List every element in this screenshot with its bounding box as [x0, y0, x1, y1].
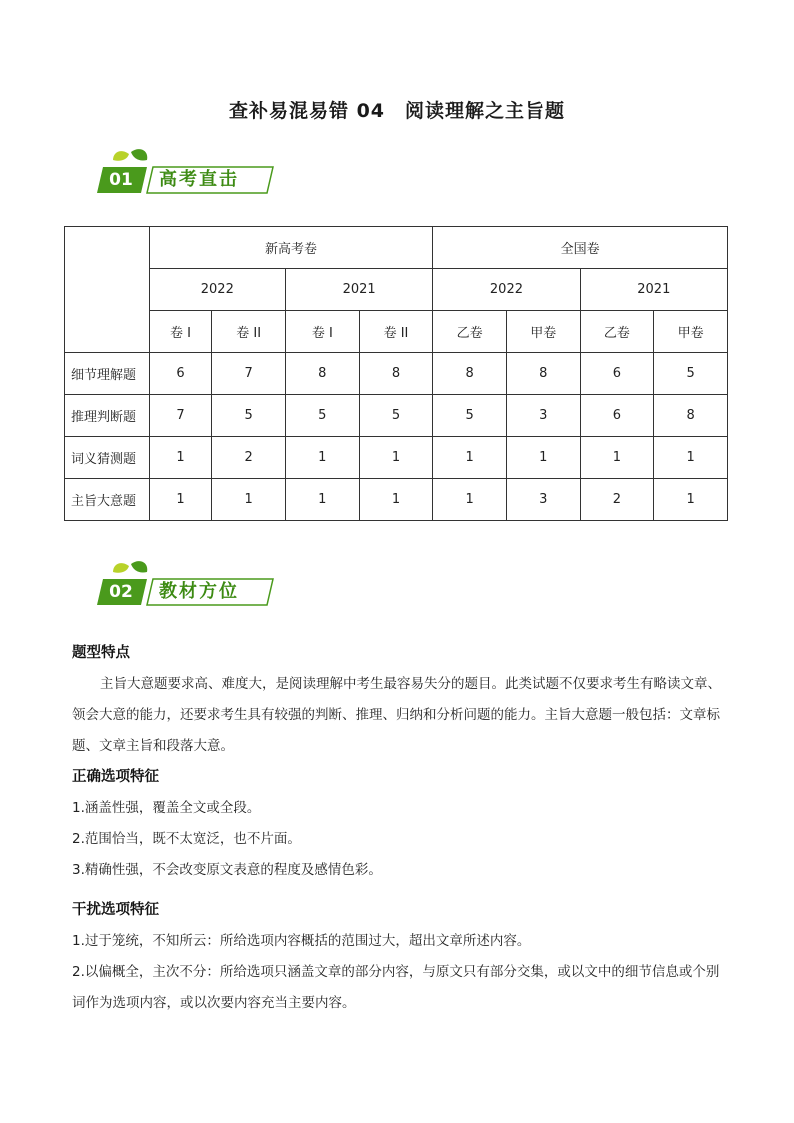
list-item: 2.范围恰当，既不太宽泛，也不片面。 [72, 831, 301, 847]
table-row-label: 推理判断题 [65, 395, 150, 437]
table-paper-header: 卷 II [359, 311, 433, 353]
table-cell: 8 [285, 353, 359, 395]
correct-heading: 正确选项特征 [72, 769, 159, 785]
table-cell: 8 [359, 353, 433, 395]
badge-label: 高考直击 [159, 169, 239, 190]
table-cell: 1 [149, 437, 212, 479]
table-paper-header: 卷 I [285, 311, 359, 353]
list-item: 3.精确性强，不会改变原文表意的程度及感情色彩。 [72, 862, 382, 878]
table-paper-header: 乙卷 [433, 311, 507, 353]
table-cell: 7 [212, 353, 286, 395]
table-row [65, 437, 728, 479]
section-badge-01 [95, 148, 275, 196]
table-paper-header: 甲卷 [506, 311, 580, 353]
table-row-label: 细节理解题 [65, 353, 150, 395]
table-cell: 8 [506, 353, 580, 395]
table-cell: 7 [149, 395, 212, 437]
table-cell: 8 [654, 395, 728, 437]
table-year-header: 2021 [285, 269, 432, 311]
badge-number: 02 [109, 582, 133, 602]
features-paragraph: 主旨大意题要求高、难度大，是阅读理解中考生最容易失分的题目。此类试题不仅要求考生有略读文章、领会大意的能力，还要求考生具有较强的判断、推理、归纳和分析问题的能力。主旨大意题一般包括：文章标题、文章主旨和段落大意。 [72, 676, 721, 754]
table-row [65, 269, 728, 311]
table-year-header: 2021 [580, 269, 727, 311]
table-group-header: 全国卷 [433, 227, 728, 269]
table-row [65, 353, 728, 395]
table-row [65, 395, 728, 437]
table-cell: 1 [359, 437, 433, 479]
table-row [65, 227, 728, 269]
table-row [65, 479, 728, 521]
table-cell: 1 [212, 479, 286, 521]
table-cell: 6 [149, 353, 212, 395]
badge-number: 01 [109, 170, 133, 190]
table-cell: 5 [285, 395, 359, 437]
list-item: 1.涵盖性强，覆盖全文或全段。 [72, 800, 261, 816]
table-cell: 5 [433, 395, 507, 437]
table-cell: 8 [433, 353, 507, 395]
table-cell: 5 [212, 395, 286, 437]
table-cell: 6 [580, 395, 654, 437]
table-cell: 1 [506, 437, 580, 479]
table-cell: 3 [506, 479, 580, 521]
features-section [72, 638, 732, 762]
table-row-label: 主旨大意题 [65, 479, 150, 521]
page-title: 查补易混易错 04 阅读理解之主旨题 [228, 100, 566, 122]
table-row [65, 311, 728, 353]
table-cell: 1 [580, 437, 654, 479]
table-year-header: 2022 [149, 269, 285, 311]
table-group-header: 新高考卷 [149, 227, 433, 269]
table-cell: 5 [654, 353, 728, 395]
table-paper-header: 卷 I [149, 311, 212, 353]
table-year-header: 2022 [433, 269, 580, 311]
table-cell: 5 [359, 395, 433, 437]
distractor-heading: 干扰选项特征 [72, 902, 159, 918]
correct-section [72, 762, 732, 886]
distractor-section [72, 895, 732, 1019]
list-item: 2.以偏概全，主次不分：所给选项只涵盖文章的部分内容，与原文只有部分交集，或以文中的细节信息或个别词作为选项内容，或以次要内容充当主要内容。 [72, 964, 720, 1011]
table-cell: 1 [433, 437, 507, 479]
table-cell: 1 [654, 479, 728, 521]
table-cell: 1 [433, 479, 507, 521]
table-cell: 1 [654, 437, 728, 479]
table-cell: 1 [285, 437, 359, 479]
table-paper-header: 乙卷 [580, 311, 654, 353]
table-corner-cell [65, 227, 150, 353]
table-cell: 2 [212, 437, 286, 479]
table-cell: 1 [285, 479, 359, 521]
features-heading: 题型特点 [72, 645, 130, 661]
table-paper-header: 卷 II [212, 311, 286, 353]
table-cell: 3 [506, 395, 580, 437]
table-cell: 6 [580, 353, 654, 395]
table-cell: 1 [359, 479, 433, 521]
badge-label: 教材方位 [159, 581, 239, 602]
table-cell: 1 [149, 479, 212, 521]
section-badge-02 [95, 560, 275, 608]
table-cell: 2 [580, 479, 654, 521]
list-item: 1.过于笼统，不知所云：所给选项内容概括的范围过大，超出文章所述内容。 [72, 933, 531, 949]
question-stats-table [64, 226, 728, 521]
table-paper-header: 甲卷 [654, 311, 728, 353]
table-row-label: 词义猜测题 [65, 437, 150, 479]
